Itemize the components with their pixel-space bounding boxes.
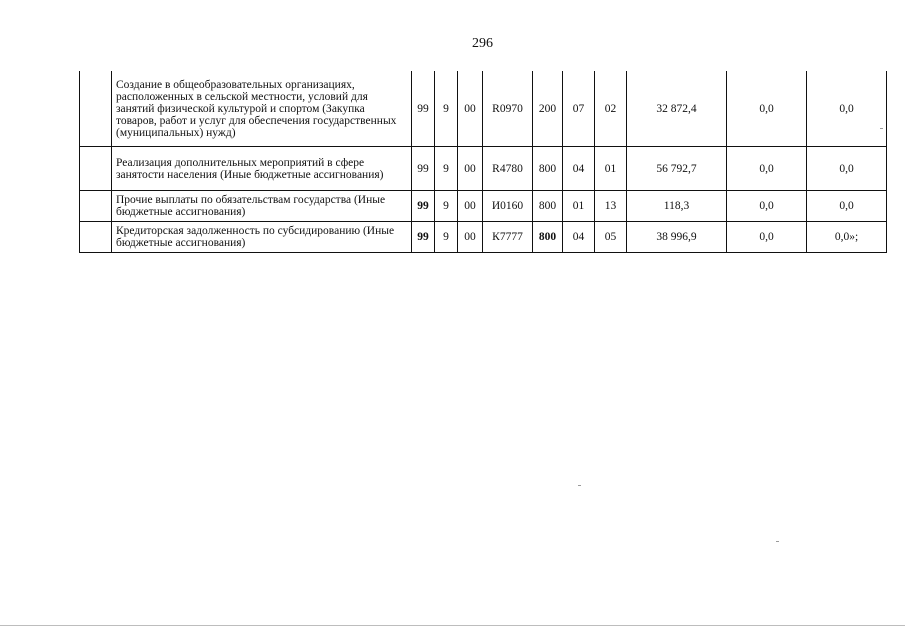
row-index-cell xyxy=(80,71,112,147)
amount: 56 792,7 xyxy=(627,147,727,191)
amount: 38 996,9 xyxy=(627,222,727,253)
amount: 118,3 xyxy=(627,191,727,222)
main-activity-code: 00 xyxy=(458,191,483,222)
scan-speck xyxy=(578,485,581,486)
expense-type-code: 800 xyxy=(533,147,563,191)
amount-year-2: 0,0 xyxy=(727,222,807,253)
table-row xyxy=(80,147,887,191)
subsection-code: 05 xyxy=(595,222,627,253)
subprogram-code: 9 xyxy=(435,222,458,253)
amount-year-2: 0,0 xyxy=(727,147,807,191)
table-row xyxy=(80,191,887,222)
item-name: Создание в общеобразовательных организациях, расположенных в сельской местности, условий для занятий физической культурой и спортом (Закупка товаров, работ и услуг для обеспечения государственных (муниципальных) нужд) xyxy=(112,71,412,147)
budget-table xyxy=(79,71,887,253)
main-activity-code: 00 xyxy=(458,71,483,147)
subprogram-code: 9 xyxy=(435,147,458,191)
page-bottom-edge xyxy=(0,625,905,626)
table-row xyxy=(80,71,887,147)
program-code: 99 xyxy=(412,147,435,191)
scan-speck xyxy=(776,541,779,542)
scan-speck xyxy=(880,128,883,129)
subsection-code: 01 xyxy=(595,147,627,191)
table-row xyxy=(80,222,887,253)
item-name: Прочие выплаты по обязательствам государства (Иные бюджетные ассигнования) xyxy=(112,191,412,222)
subsection-code: 02 xyxy=(595,71,627,147)
amount-year-3: 0,0 xyxy=(807,71,887,147)
main-activity-code: 00 xyxy=(458,222,483,253)
section-code: 04 xyxy=(563,222,595,253)
amount-year-2: 0,0 xyxy=(727,191,807,222)
expense-type-code: 800 xyxy=(533,222,563,253)
program-code: 99 xyxy=(412,191,435,222)
amount-year-2: 0,0 xyxy=(727,71,807,147)
amount-year-3: 0,0 xyxy=(807,147,887,191)
program-code: 99 xyxy=(412,222,435,253)
direction-code: R0970 xyxy=(483,71,533,147)
subprogram-code: 9 xyxy=(435,191,458,222)
direction-code: К7777 xyxy=(483,222,533,253)
row-index-cell xyxy=(80,191,112,222)
subsection-code: 13 xyxy=(595,191,627,222)
expense-type-code: 200 xyxy=(533,71,563,147)
section-code: 07 xyxy=(563,71,595,147)
item-name: Кредиторская задолженность по субсидированию (Иные бюджетные ассигнования) xyxy=(112,222,412,253)
direction-code: И0160 xyxy=(483,191,533,222)
row-index-cell xyxy=(80,147,112,191)
row-index-cell xyxy=(80,222,112,253)
program-code: 99 xyxy=(412,71,435,147)
page-number: 296 xyxy=(472,36,493,51)
subprogram-code: 9 xyxy=(435,71,458,147)
direction-code: R4780 xyxy=(483,147,533,191)
amount-year-3: 0,0 xyxy=(807,191,887,222)
item-name: Реализация дополнительных мероприятий в сфере занятости населения (Иные бюджетные ассигнования) xyxy=(112,147,412,191)
amount-year-3: 0,0»; xyxy=(807,222,887,253)
main-activity-code: 00 xyxy=(458,147,483,191)
expense-type-code: 800 xyxy=(533,191,563,222)
section-code: 01 xyxy=(563,191,595,222)
section-code: 04 xyxy=(563,147,595,191)
amount: 32 872,4 xyxy=(627,71,727,147)
